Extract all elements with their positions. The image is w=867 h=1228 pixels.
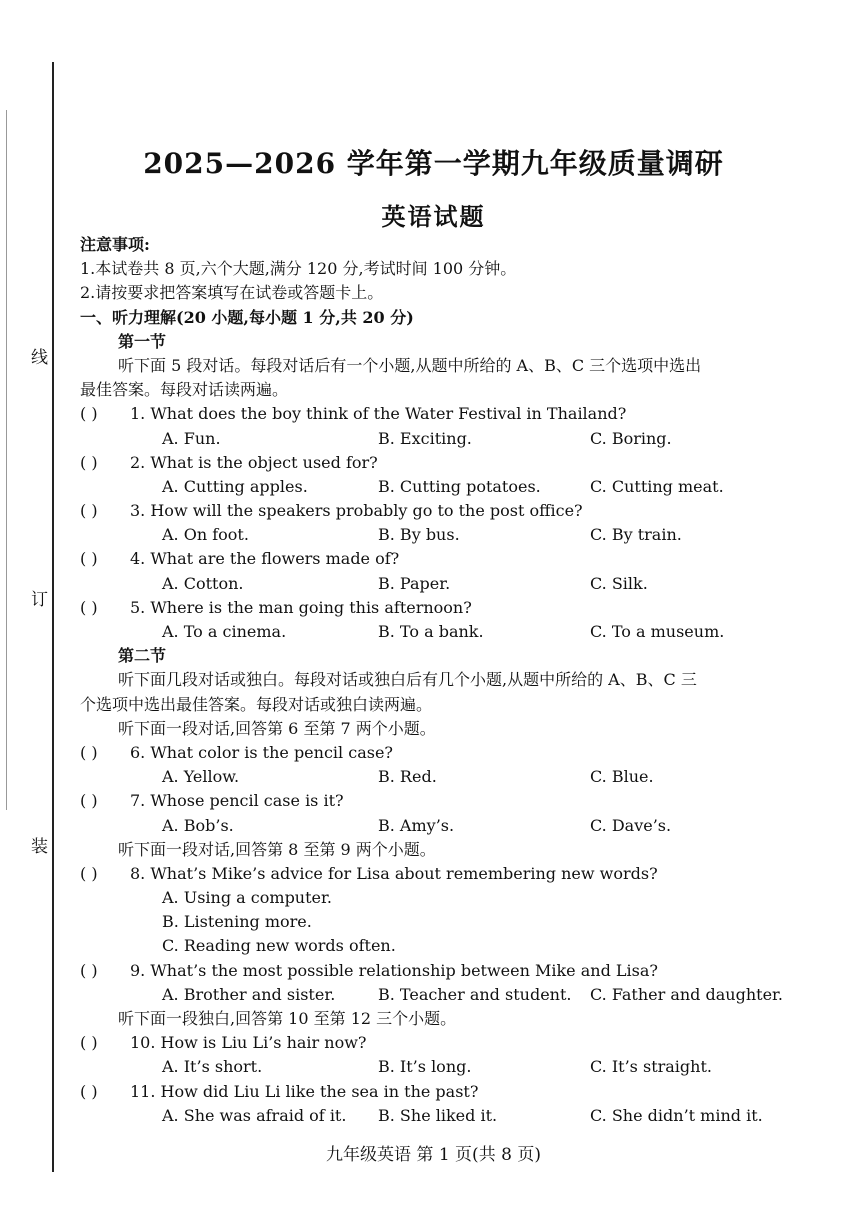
question-2: [80, 451, 820, 475]
question-1: [80, 402, 820, 426]
sub-instruction: 听下面一段对话,回答第 8 至第 9 两个小题。: [118, 839, 436, 859]
part-instruction: 听下面 5 段对话。每段对话后有一个小题,从题中所给的 A、B、C 三个选项中选出: [118, 355, 702, 375]
part-heading: 第二节: [118, 646, 167, 666]
part-instruction: 个选项中选出最佳答案。每段对话或独白读两遍。: [80, 694, 433, 714]
question-text: 3. How will the speakers probably go to the post office?: [130, 501, 583, 521]
options-row: [80, 427, 820, 451]
option-b: B. Red.: [378, 767, 437, 787]
options-row: [80, 814, 820, 838]
answer-blank[interactable]: ( ): [80, 452, 98, 472]
question-5: [80, 596, 820, 620]
answer-blank[interactable]: ( ): [80, 597, 98, 617]
option-c: C. It’s straight.: [590, 1057, 712, 1077]
question-9: [80, 959, 820, 983]
option-c: C. Dave’s.: [590, 815, 672, 835]
option-c: C. Cutting meat.: [590, 476, 724, 496]
section-heading: 一、听力理解(20 小题,每小题 1 分,共 20 分): [80, 307, 414, 327]
sub-instruction: 听下面一段对话,回答第 6 至第 7 两个小题。: [118, 718, 436, 738]
answer-blank[interactable]: ( ): [80, 549, 98, 569]
question-text: 1. What does the boy think of the Water Festival in Thailand?: [130, 404, 627, 424]
question-text: 8. What’s Mike’s advice for Lisa about remembering new words?: [130, 863, 658, 883]
answer-blank[interactable]: ( ): [80, 404, 98, 424]
notes-heading: 注意事项:: [80, 235, 150, 254]
answer-blank[interactable]: ( ): [80, 1033, 98, 1053]
options-row: [80, 523, 820, 547]
options-row: [80, 983, 820, 1007]
answer-blank[interactable]: ( ): [80, 960, 98, 980]
options-row: [80, 475, 820, 499]
answer-blank[interactable]: ( ): [80, 863, 98, 883]
option-c: C. She didn’t mind it.: [590, 1105, 763, 1125]
part-heading: 第一节: [118, 331, 167, 351]
question-7: [80, 789, 820, 813]
option-b: B. She liked it.: [378, 1105, 498, 1125]
question-text: 4. What are the flowers made of?: [130, 549, 400, 569]
question-text: 10. How is Liu Li’s hair now?: [130, 1033, 367, 1053]
question-text: 2. What is the object used for?: [130, 452, 378, 472]
option-a: A. Cutting apples.: [162, 476, 308, 496]
option-b: B. Teacher and student.: [378, 984, 572, 1004]
option-c: C. Father and daughter.: [590, 984, 784, 1004]
option-c: C. By train.: [590, 525, 682, 545]
question-3: [80, 499, 820, 523]
option-c: C. Reading new words often.: [162, 936, 396, 956]
option-c: C. Blue.: [590, 767, 654, 787]
option-b: B. Exciting.: [378, 428, 472, 448]
option-a: A. Bob’s.: [162, 815, 234, 835]
options-row: [80, 1055, 820, 1079]
option-a: A. It’s short.: [162, 1057, 263, 1077]
option-a: A. Yellow.: [162, 767, 240, 787]
question-6: [80, 741, 820, 765]
margin-char-zhuang: 装: [31, 837, 48, 857]
answer-blank[interactable]: ( ): [80, 1081, 98, 1101]
question-text: 7. Whose pencil case is it?: [130, 791, 344, 811]
option-c: C. To a museum.: [590, 622, 725, 641]
question-11: [80, 1080, 820, 1104]
question-text: 9. What’s the most possible relationship between Mike and Lisa?: [130, 960, 658, 980]
question-8: [80, 862, 820, 886]
exam-title: 2025—2026 学年第一学期九年级质量调研: [143, 147, 724, 180]
option-c: C. Silk.: [590, 573, 648, 593]
question-text: 5. Where is the man going this afternoon?: [130, 597, 472, 617]
options-row: [80, 765, 820, 789]
question-text: 11. How did Liu Li like the sea in the past?: [130, 1081, 479, 1101]
note-item: 1.本试卷共 8 页,六个大题,满分 120 分,考试时间 100 分钟。: [80, 259, 517, 279]
option-a: A. Using a computer.: [162, 888, 332, 908]
exam-content: [80, 233, 820, 1128]
option-b: B. Listening more.: [162, 912, 312, 932]
option-a: A. To a cinema.: [162, 622, 287, 641]
option-a: A. Brother and sister.: [162, 984, 336, 1004]
question-text: 6. What color is the pencil case?: [130, 742, 393, 762]
part-instruction: 最佳答案。每段对话读两遍。: [80, 380, 289, 400]
margin-char-xian: 线: [31, 348, 48, 368]
option-c: C. Boring.: [590, 428, 672, 448]
option-a: A. On foot.: [162, 525, 249, 545]
sub-instruction: 听下面一段独白,回答第 10 至第 12 三个小题。: [118, 1009, 457, 1028]
exam-subtitle: 英语试题: [381, 202, 486, 231]
option-b: B. By bus.: [378, 525, 460, 545]
answer-blank[interactable]: ( ): [80, 742, 98, 762]
option-b: B. To a bank.: [378, 622, 484, 641]
part-instruction: 听下面几段对话或独白。每段对话或独白后有几个小题,从题中所给的 A、B、C 三: [118, 670, 697, 690]
option-a: A. Cotton.: [162, 573, 244, 593]
answer-blank[interactable]: ( ): [80, 791, 98, 811]
option-a: A. Fun.: [162, 428, 221, 448]
margin-char-ding: 订: [31, 590, 48, 610]
option-b: B. Cutting potatoes.: [378, 476, 541, 496]
question-4: [80, 547, 820, 571]
option-b: B. Amy’s.: [378, 815, 455, 835]
question-10: [80, 1031, 820, 1055]
options-row: [80, 1104, 820, 1128]
option-b: B. It’s long.: [378, 1057, 472, 1077]
option-a: A. She was afraid of it.: [162, 1105, 347, 1125]
options-row: [80, 572, 820, 596]
page-footer: 九年级英语 第 1 页(共 8 页): [326, 1145, 541, 1165]
options-row: [80, 620, 820, 644]
note-item: 2.请按要求把答案填写在试卷或答题卡上。: [80, 283, 384, 303]
answer-blank[interactable]: ( ): [80, 501, 98, 521]
option-b: B. Paper.: [378, 573, 451, 593]
